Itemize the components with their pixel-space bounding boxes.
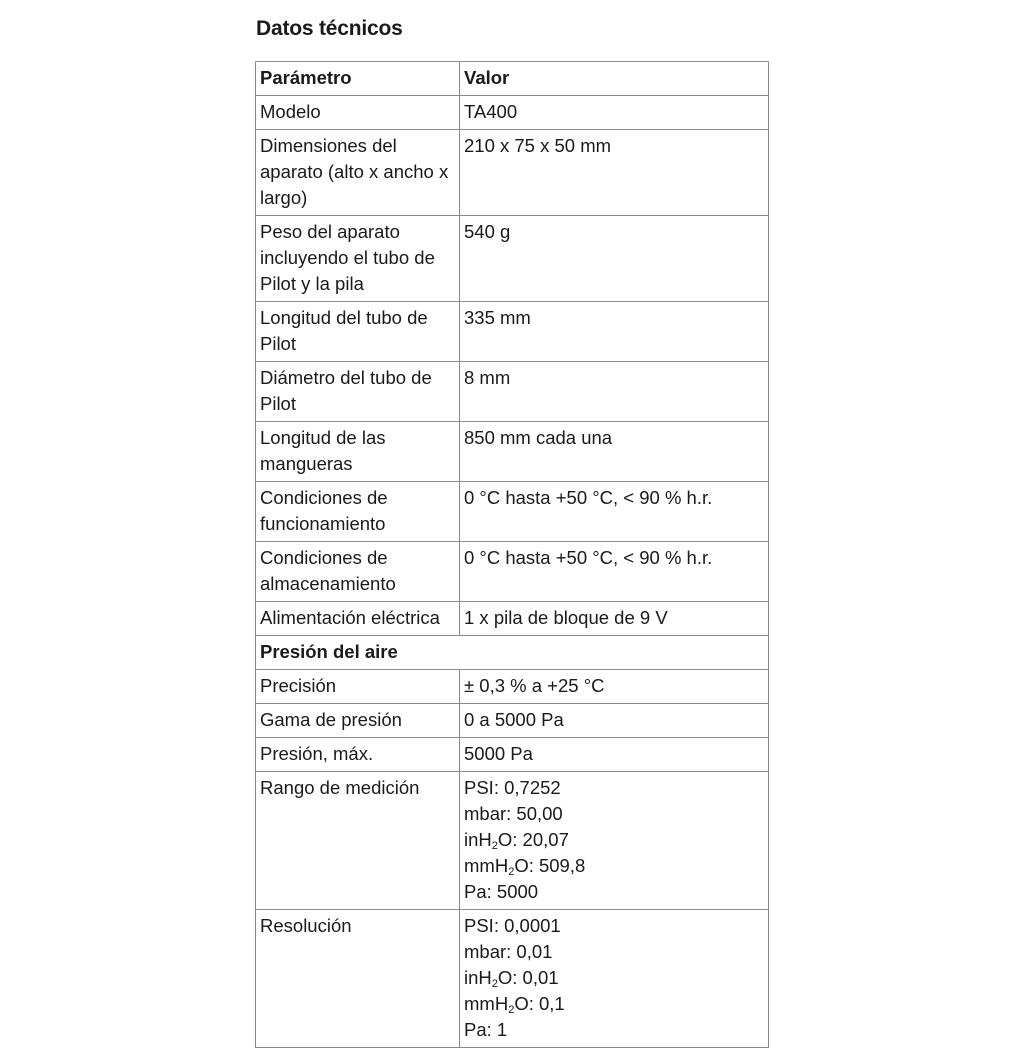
table-row [256, 738, 769, 772]
table-row [256, 362, 769, 422]
section-header-row [256, 636, 769, 670]
param-cell: Condiciones de funcionamiento [256, 482, 460, 542]
page-title: Datos técnicos [256, 17, 403, 40]
header-value: Valor [460, 62, 769, 96]
table-row [256, 542, 769, 602]
param-cell: Peso del aparato incluyendo el tubo de Pilot y la pila [256, 216, 460, 302]
value-cell: 850 mm cada una [460, 422, 769, 482]
table-row [256, 216, 769, 302]
table-row [256, 602, 769, 636]
value-cell: 8 mm [460, 362, 769, 422]
value-cell: 0 °C hasta +50 °C, < 90 % h.r. [460, 482, 769, 542]
value-cell: 0 °C hasta +50 °C, < 90 % h.r. [460, 542, 769, 602]
value-line-inh2o: inH$_2$O: 20,07 [464, 829, 569, 852]
value-line-mbar: mbar: 50,00 [464, 803, 563, 824]
spec-table [255, 61, 769, 1048]
param-cell: Longitud del tubo de Pilot [256, 302, 460, 362]
value-line-psi: PSI: 0,7252 [464, 777, 561, 798]
value-cell: 540 g [460, 216, 769, 302]
param-cell: Modelo [256, 96, 460, 130]
value-line-mmh2o: mmH$_2$O: 0,1 [464, 993, 565, 1016]
param-cell: Alimentación eléctrica [256, 602, 460, 636]
param-cell: Rango de medición [256, 772, 460, 910]
value-line-mmh2o: mmH$_2$O: 509,8 [464, 855, 586, 878]
header-param: Parámetro [256, 62, 460, 96]
table-row [256, 96, 769, 130]
value-cell [460, 910, 769, 1048]
param-cell: Condiciones de almacenamiento [256, 542, 460, 602]
table-row [256, 704, 769, 738]
table-row [256, 670, 769, 704]
param-cell: Resolución [256, 910, 460, 1048]
param-cell: Longitud de las mangueras [256, 422, 460, 482]
param-cell: Dimensiones del aparato (alto x ancho x largo) [256, 130, 460, 216]
table-row [256, 422, 769, 482]
value-line-psi: PSI: 0,0001 [464, 915, 561, 936]
value-cell: 210 x 75 x 50 mm [460, 130, 769, 216]
value-cell: 335 mm [460, 302, 769, 362]
value-cell: 0 a 5000 Pa [460, 704, 769, 738]
value-line-pa: Pa: 1 [464, 1019, 508, 1040]
value-line-inh2o: inH$_2$O: 0,01 [464, 967, 559, 990]
param-cell: Presión, máx. [256, 738, 460, 772]
table-row [256, 482, 769, 542]
value-line-mbar: mbar: 0,01 [464, 941, 553, 962]
value-cell [460, 772, 769, 910]
table-row [256, 130, 769, 216]
table-row [256, 302, 769, 362]
param-cell: Gama de presión [256, 704, 460, 738]
value-cell: 1 x pila de bloque de 9 V [460, 602, 769, 636]
param-cell: Precisión [256, 670, 460, 704]
section-title: Presión del aire [256, 636, 769, 670]
value-cell: ± 0,3 % a +25 °C [460, 670, 769, 704]
table-header-row [256, 62, 769, 96]
value-cell: 5000 Pa [460, 738, 769, 772]
value-line-pa: Pa: 5000 [464, 881, 539, 902]
param-cell: Diámetro del tubo de Pilot [256, 362, 460, 422]
table-row [256, 910, 769, 1048]
value-cell: TA400 [460, 96, 769, 130]
table-row [256, 772, 769, 910]
